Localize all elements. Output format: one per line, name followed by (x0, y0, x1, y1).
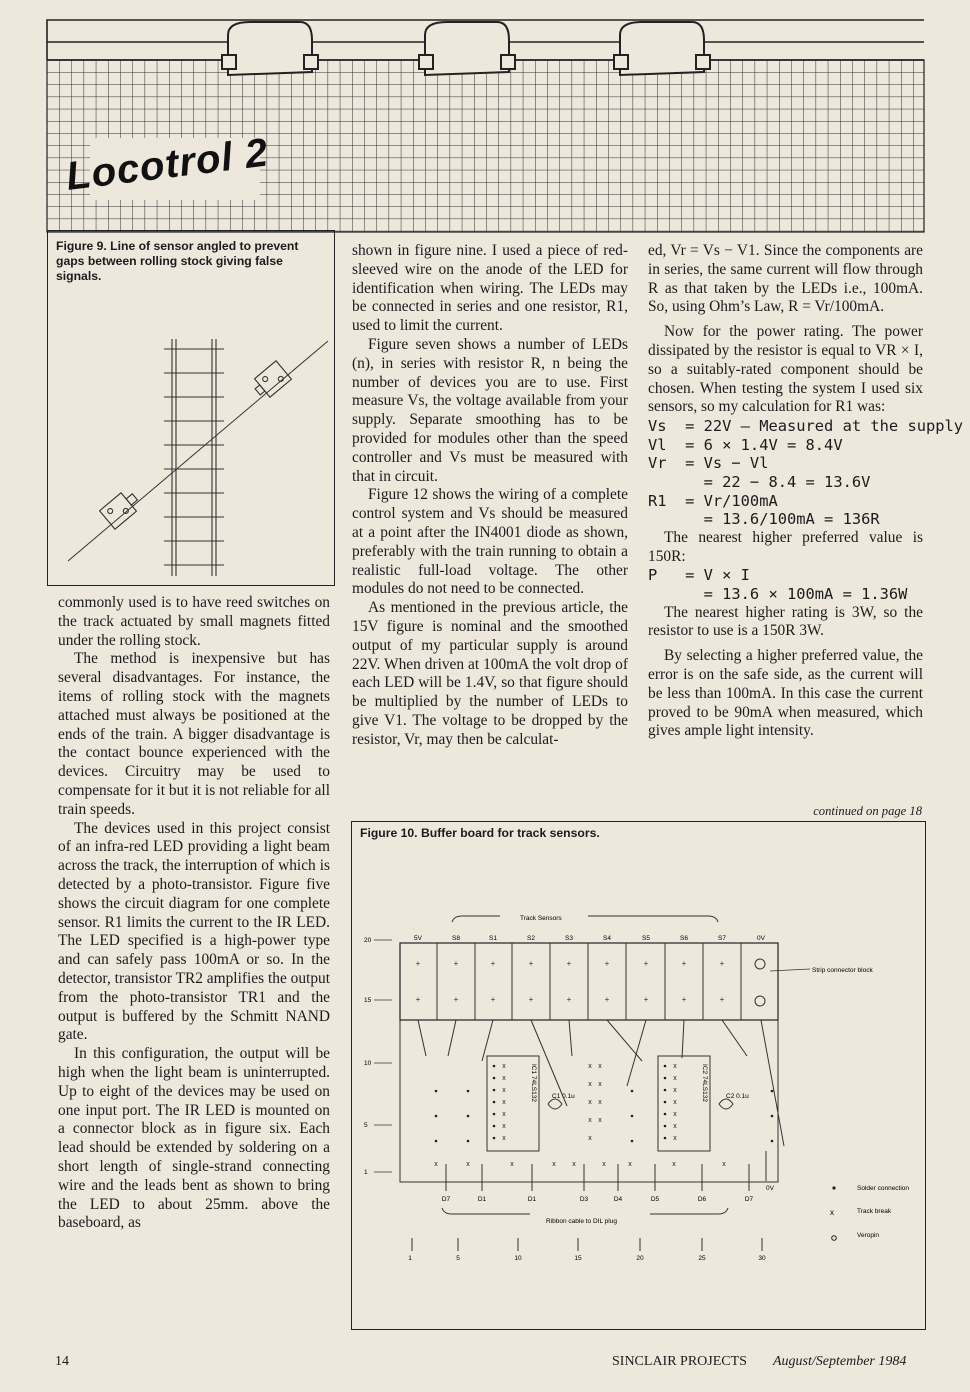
col1-para-4: In this configuration, the output will be high when the light beam is uninterrupted. Up to eight of the devices may be used on one input port. The IR LED is mounted on a connector block as in figure six. Each lead should be extended by soldering on a short length of single-strand connecting wire and the leads bent as shown to bring the LED to about 25mm. above the baseboard, as (58, 1045, 330, 1232)
top-label: S3 (565, 935, 573, 942)
svg-text:x: x (673, 1063, 677, 1070)
top-label: S6 (680, 935, 688, 942)
svg-text:x: x (502, 1111, 506, 1118)
banner-graphic (0, 0, 970, 232)
svg-text:x: x (602, 1161, 606, 1168)
svg-text:x: x (572, 1161, 576, 1168)
c2-label: C2 0.1u (726, 1093, 749, 1100)
pin-number: 15 (574, 1255, 582, 1262)
svg-text:x: x (598, 1081, 602, 1088)
pin-number: 5 (456, 1255, 460, 1262)
buffer-board-diagram (352, 846, 925, 1326)
row-label: 10 (364, 1060, 372, 1067)
top-label: S4 (603, 935, 611, 942)
bottom-0v-label: 0V (766, 1185, 774, 1192)
svg-text:+: + (566, 959, 572, 968)
figure-9-drawing (48, 261, 334, 581)
svg-text:x: x (502, 1075, 506, 1082)
svg-text:+: + (415, 995, 421, 1004)
svg-text:x: x (588, 1117, 592, 1124)
ic2-label: IC2 74LS132 (701, 1064, 708, 1102)
svg-text:x: x (598, 1099, 602, 1106)
figure-10 (351, 821, 926, 1330)
svg-text:x: x (673, 1087, 677, 1094)
svg-text:x: x (673, 1075, 677, 1082)
svg-text:x: x (502, 1099, 506, 1106)
top-label: S7 (718, 935, 726, 942)
continued-note: continued on page 18 (813, 804, 922, 818)
svg-text:x: x (673, 1135, 677, 1142)
bottom-label: D7 (441, 1196, 451, 1203)
svg-text:x: x (628, 1161, 632, 1168)
svg-text:+: + (719, 959, 725, 968)
legend-veropin: Veropin (857, 1232, 880, 1239)
track-sensors-label: Track Sensors (520, 915, 562, 922)
magazine-name: SINCLAIR PROJECTS (612, 1354, 747, 1369)
col2-para-2: Figure seven shows a number of LEDs (n), in series with resistor R, n being the number of devices you are to use. First measure Vs, the voltage available from your supply. Separate smoothing has to be provided for modules other than the speed controller and Vs must be measured with that in circuit. (352, 335, 628, 485)
col2-para-4: As mentioned in the previous article, the 15V figure is nominal and the smoothed output of my particular supply is around 22V. When driven at 100mA the volt drop of each LED will be 1.4V, so that figure should be multiplied by the number of LEDs to give V1. The voltage to be dropped by the resistor, Vr, may then be calculat- (352, 599, 628, 748)
svg-text:x: x (588, 1135, 592, 1142)
top-label: S2 (527, 935, 535, 942)
svg-text:x: x (502, 1087, 506, 1094)
svg-text:x: x (552, 1161, 556, 1168)
svg-text:+: + (604, 959, 610, 968)
row-label: 5 (364, 1122, 368, 1129)
col1-para-2: The method is inexpensive but has several disadvantages. For instance, the items of rolling stock with the magnets attached must always be positioned at the ends of the train. A bigger disadvantage is the contact bounce experienced with the devices. Circuitry may be used to compensate for it but it is not reliable for all train speeds. (58, 650, 330, 818)
top-label: S1 (489, 935, 497, 942)
svg-text:+: + (681, 959, 687, 968)
figure-9-caption: Figure 9. Line of sensor angled to prevent gaps between rolling stock giving false signals. (56, 239, 299, 283)
svg-text:+: + (681, 995, 687, 1004)
bottom-label: D7 (744, 1196, 754, 1203)
pin-number: 20 (636, 1255, 644, 1262)
top-label: S8 (452, 935, 460, 942)
pin-number: 25 (698, 1255, 706, 1262)
bottom-label: D1 (477, 1196, 487, 1203)
solder-connection-icon (832, 1186, 835, 1189)
col3-para-2: Now for the power rating. The power dissipated by the resistor is equal to VR × I, so a suitably-rated component should be chosen. When testing the system I used six sensors, so my calculation for R1 was: (648, 323, 923, 416)
column-3 (648, 242, 964, 802)
col3-para-1: ed, Vr = Vs − V1. Since the components are in series, the same current will flow through R as that taken by the LEDs i.e., 100mA. So, using Ohm’s Law, R = Vr/100mA. (648, 242, 923, 316)
svg-text:x: x (672, 1161, 676, 1168)
svg-text:x: x (434, 1161, 438, 1168)
col3-para-4: The nearest higher rating is 3W, so the resistor to use is a 150R 3W. (648, 603, 923, 640)
col3-para-5: By selecting a higher preferred value, the error is on the safe side, as the current will be less than 100mA. In this case the current proved to be 90mA when measured, which gives ample light intensity. (648, 647, 923, 740)
figure-10-caption: Figure 10. Buffer board for track sensors. (360, 826, 600, 840)
issue-date: August/September 1984 (773, 1354, 907, 1369)
svg-text:x: x (466, 1161, 470, 1168)
strip-connector-label: Strip connector block (812, 967, 873, 974)
bottom-label: D1 (527, 1196, 537, 1203)
bottom-label: D3 (579, 1196, 589, 1203)
svg-text:x: x (502, 1135, 506, 1142)
svg-text:+: + (643, 959, 649, 968)
svg-text:+: + (415, 959, 421, 968)
col3-calc-1: Vs = 22V — Measured at the supply Vl = 6 × 1.4V = 8.4V Vr = Vs − Vl = 22 − 8.4 = 13.6V R1 = Vr/100mA = 13.6/100mA = 136R (648, 417, 964, 529)
col3-calc-2: P = V × I = 13.6 × 100mA = 1.36W (648, 566, 908, 603)
svg-text:+: + (643, 995, 649, 1004)
pin-number: 1 (408, 1255, 412, 1262)
row-label: 15 (364, 997, 372, 1004)
svg-text:+: + (719, 995, 725, 1004)
svg-text:+: + (453, 959, 459, 968)
pin-number: 30 (758, 1255, 766, 1262)
row-label: 20 (364, 937, 372, 944)
c1-label: C1 0.1u (552, 1093, 575, 1100)
svg-text:+: + (566, 995, 572, 1004)
ic1-label: IC1 74LS132 (530, 1064, 537, 1102)
legend-solder: Solder connection (857, 1185, 910, 1192)
pin-number: 10 (514, 1255, 522, 1262)
column-2 (352, 242, 628, 820)
svg-text:x: x (722, 1161, 726, 1168)
veropin-icon (832, 1236, 837, 1241)
svg-text:+: + (604, 995, 610, 1004)
row-label: 1 (364, 1169, 368, 1176)
top-label: 5V (414, 935, 422, 942)
svg-text:x: x (502, 1123, 506, 1130)
svg-text:x: x (588, 1063, 592, 1070)
banner-title: Locotrol 2 (63, 130, 271, 199)
bottom-label: D5 (650, 1196, 660, 1203)
ribbon-label: Ribbon cable to DIL plug (546, 1218, 617, 1225)
svg-text:+: + (490, 959, 496, 968)
svg-text:+: + (490, 995, 496, 1004)
svg-text:x: x (673, 1111, 677, 1118)
top-label: 0V (757, 935, 765, 942)
bottom-label: D4 (613, 1196, 623, 1203)
svg-text:x: x (588, 1099, 592, 1106)
bottom-label: D6 (697, 1196, 707, 1203)
svg-text:x: x (598, 1117, 602, 1124)
binder-ring (222, 22, 318, 75)
svg-text:x: x (588, 1081, 592, 1088)
col2-para-3: Figure 12 shows the wiring of a complete control system and Vs should be measured at a point after the IN4001 diode as shown, preferably with the train running to obtain a realistic full-load voltage. The other modules do not need to be connected. (352, 486, 628, 598)
figure-9 (47, 230, 335, 586)
svg-text:+: + (528, 959, 534, 968)
page-number: 14 (55, 1354, 69, 1369)
svg-text:x: x (502, 1063, 506, 1070)
svg-text:+: + (528, 995, 534, 1004)
column-1 (58, 594, 330, 1322)
col1-para-3: The devices used in this project consist of an infra-red LED providing a light beam across the track, the interruption of which is detected by a photo-transistor. Figure five shows the circuit diagram for one complete sensor. R1 limits the current to the IR LED. The LED specified is a high-power type and can safely pass 100mA or so. In the detector, transistor TR2 amplifies the output from the photo-transistor TR1 and the output is buffered by the Schmitt NAND gate. (58, 819, 330, 1044)
top-label: S5 (642, 935, 650, 942)
col2-para-1: shown in figure nine. I used a piece of red-sleeved wire on the anode of the LED for identification when wiring. The LEDs may be connected in series and one resistor, R1, used to limit the current. (352, 242, 628, 335)
svg-text:x: x (598, 1063, 602, 1070)
svg-text:x: x (673, 1123, 677, 1130)
legend-track-break: Track break (857, 1208, 892, 1215)
svg-text:+: + (453, 995, 459, 1004)
svg-text:x: x (510, 1161, 514, 1168)
col1-para-1: commonly used is to have reed switches on the track actuated by small magnets fitted under the rolling stock. (58, 594, 330, 649)
col3-para-3: The nearest higher preferred value is 150R: (648, 528, 923, 565)
svg-text:x: x (673, 1099, 677, 1106)
track-break-icon: x (830, 1208, 834, 1217)
